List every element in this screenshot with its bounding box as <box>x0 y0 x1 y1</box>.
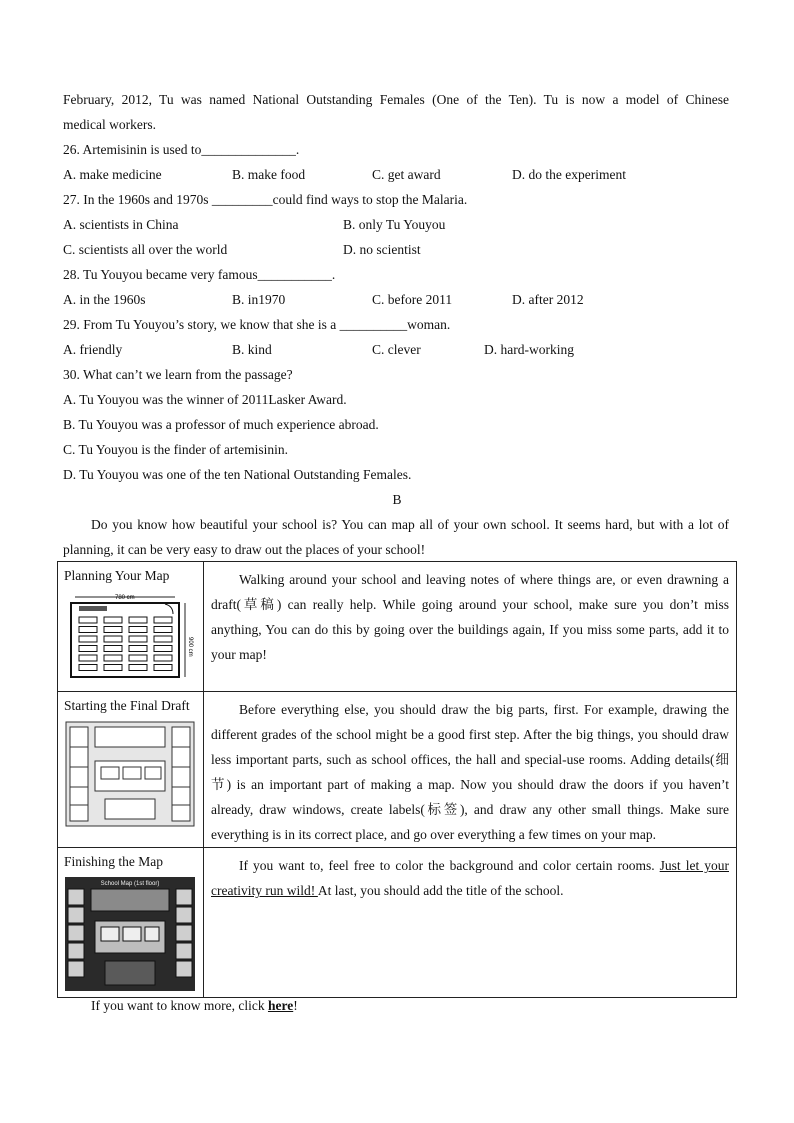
question-28-option-d: D. after 2012 <box>512 292 584 307</box>
step-cell <box>58 848 204 998</box>
question-30-option-a: A. Tu Youyou was the winner of 2011Lasker Award. <box>63 392 347 407</box>
question-27-option-b: B. only Tu Youyou <box>343 217 446 232</box>
passage-line: February, 2012, Tu was named National Outstanding Females (One of the Ten). Tu is now a model of Chinese <box>63 92 729 107</box>
question-28-option-c: C. before 2011 <box>372 292 453 307</box>
question-26-option-d: D. do the experiment <box>512 167 626 182</box>
question-26-option-b: B. make food <box>232 167 306 182</box>
question-27-option-d: D. no scientist <box>343 242 421 257</box>
step-description-cell <box>204 692 737 848</box>
underlined-sentence: Just let your creativity run wild! <box>211 858 729 898</box>
question-29-option-b: B. kind <box>232 342 272 357</box>
question-30-option-c: C. Tu Youyou is the finder of artemisinin. <box>63 442 289 457</box>
finished-school-map-icon <box>65 877 195 991</box>
question-27-stem: 27. In the 1960s and 1970s _________could find ways to stop the Malaria. <box>63 192 468 207</box>
question-30-option-b: B. Tu Youyou was a professor of much experience abroad. <box>63 417 379 432</box>
section-intro-line: Do you know how beautiful your school is? You can map all of your own school. It seems hard, but with a lot of <box>91 517 729 532</box>
step-description: Before everything else, you should draw the big parts, first. For example, drawing the different grades of the school might be a good first step. After the big things, you should draw less important parts, such as school offices, the hall and special-use rooms. Adding details(细节) is an important part of making a map. Now you should draw the doors if you haven’t already, draw windows, create labels(标签), and draw any other small things. Make sure everything is in its correct place, and go over everything a few times on your map. <box>211 702 729 842</box>
step-description: If you want to, feel free to color the background and color certain rooms. <box>239 858 660 873</box>
classroom-floorplan-icon <box>65 591 195 681</box>
question-28-stem: 28. Tu Youyou became very famous___________. <box>63 267 336 282</box>
step-description: Walking around your school and leaving notes of where things are, or even drawning a draft(草稿) can really help. While going around your school, make sure you don’t miss anything, You can do this by going over the buildings again, If you miss some parts, add it to your map! <box>211 572 729 662</box>
map-title: School Map (1st floor) <box>100 881 160 887</box>
footer-line <box>91 997 298 1015</box>
step-description-end: At last, you should add the title of the school. <box>317 883 564 898</box>
table-row <box>58 562 737 692</box>
table-row <box>58 692 737 848</box>
question-28-option-b: B. in1970 <box>232 292 286 307</box>
question-29-option-d: D. hard-working <box>484 342 574 357</box>
step-cell <box>58 562 204 692</box>
step-description-cell <box>204 562 737 692</box>
question-26-stem: 26. Artemisinin is used to______________. <box>63 142 300 157</box>
step-label: Planning Your Map <box>64 568 170 583</box>
question-27-option-a: A. scientists in China <box>63 217 179 232</box>
width-label: 780 cm <box>115 595 135 601</box>
step-label: Finishing the Map <box>64 854 164 869</box>
footer-text: If you want to know more, click <box>91 998 268 1013</box>
table-row <box>58 848 737 998</box>
school-draft-map-icon <box>65 721 195 827</box>
question-28-option-a: A. in the 1960s <box>63 292 146 307</box>
question-29-option-c: C. clever <box>372 342 421 357</box>
section-heading: B <box>392 492 402 507</box>
question-30-option-d: D. Tu Youyou was one of the ten National Outstanding Females. <box>63 467 412 482</box>
step-cell <box>58 692 204 848</box>
question-29-option-a: A. friendly <box>63 342 123 357</box>
question-26-option-c: C. get award <box>372 167 441 182</box>
passage-line: medical workers. <box>63 117 156 132</box>
question-30-stem: 30. What can’t we learn from the passage? <box>63 367 293 382</box>
step-description-cell <box>204 848 737 998</box>
footer-end: ! <box>293 998 298 1013</box>
map-steps-table <box>57 561 737 998</box>
here-link[interactable]: here <box>267 998 294 1013</box>
height-label: 900 cm <box>187 637 193 657</box>
step-label: Starting the Final Draft <box>64 698 190 713</box>
section-intro-line: planning, it can be very easy to draw out the places of your school! <box>63 542 426 557</box>
question-27-option-c: C. scientists all over the world <box>63 242 228 257</box>
question-29-stem: 29. From Tu Youyou’s story, we know that she is a __________woman. <box>63 317 451 332</box>
question-26-option-a: A. make medicine <box>63 167 162 182</box>
